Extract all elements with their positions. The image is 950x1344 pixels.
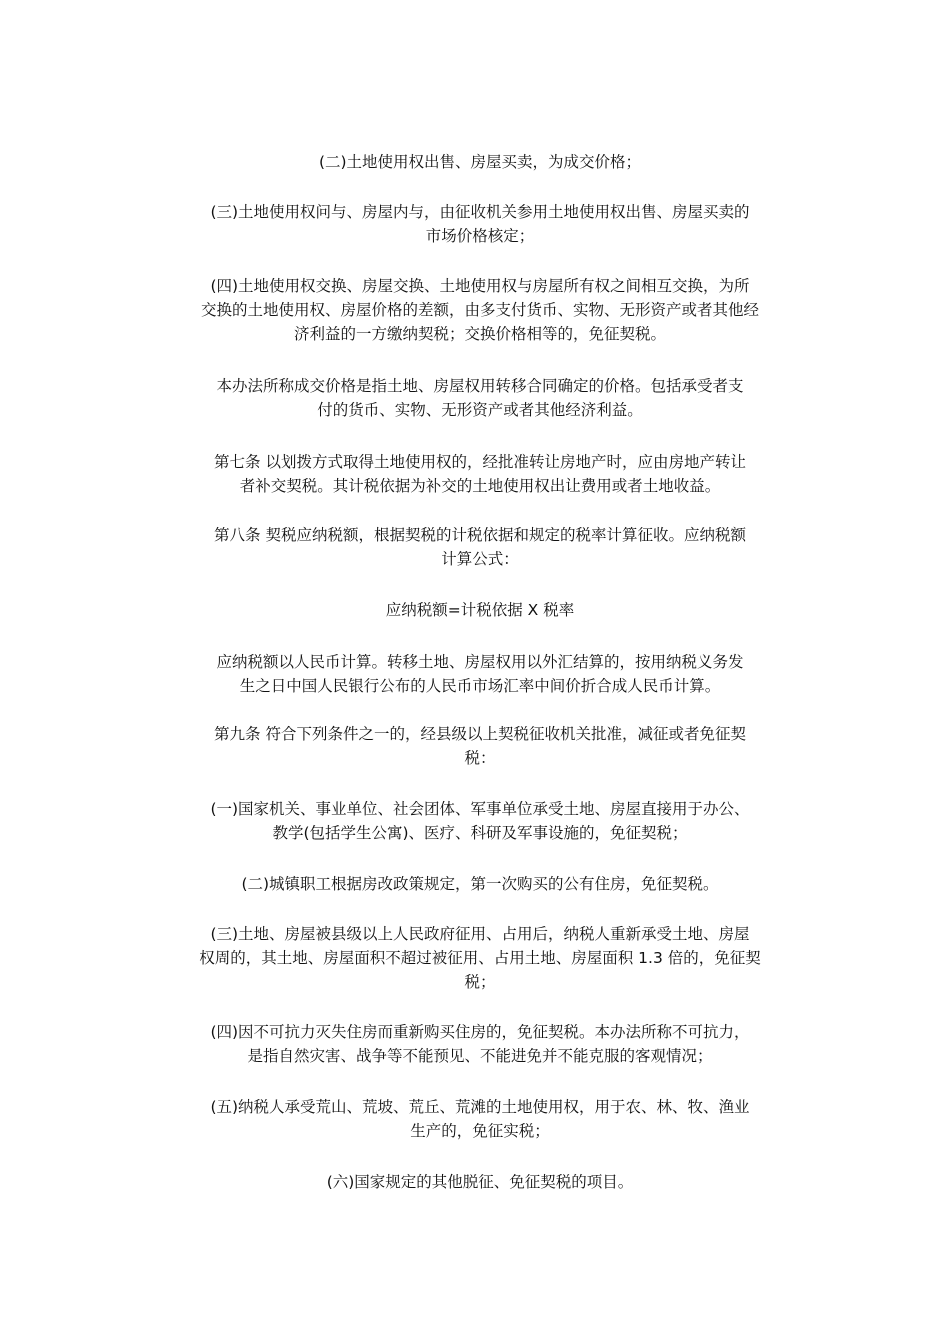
paragraph-8 [170,650,790,698]
text-line: (三)土地使用权问与、房屋内与，由征收机关参用土地使用权出售、房屋买卖的 [210,203,750,221]
text-line: 第九条 符合下列条件之一的，经县级以上契税征收机关批准，减征或者免征契 [214,725,746,743]
text-line: 第七条 以划拨方式取得土地使用权的，经批准转让房地产时，应由房地产转让 [214,453,746,471]
text-line: 交换的土地使用权、房屋价格的差额，由多支付货币、实物、无形资产或者其他经 [200,301,759,319]
text-line: 生之日中国人民银行公布的人民币市场汇率中间价折合成人民币计算。 [239,677,721,695]
text-line: 济利益的一方缴纳契税；交换价格相等的，免征契税。 [293,325,666,343]
paragraph-4 [170,374,790,422]
text-line: (二)城镇职工根据房改政策规定，第一次购买的公有住房，免征契税。 [241,875,719,893]
exemption-item-4 [170,1020,790,1068]
article-7 [170,450,790,498]
text-line: (六)国家规定的其他脱征、免征契税的项目。 [326,1173,634,1191]
text-line: 税； [464,973,496,991]
tax-formula [170,598,790,622]
text-line: 第八条 契税应纳税额，根据契税的计税依据和规定的税率计算征收。应纳税额 [214,526,746,544]
text-line: 税： [464,749,496,767]
article-8 [170,523,790,571]
text-line: 本办法所称成交价格是指土地、房屋权用转移合同确定的价格。包括承受者支 [216,377,744,395]
text-line: 是指自然灾害、战争等不能预见、不能进免并不能克服的客观情况； [247,1047,713,1065]
text-line: 计算公式： [441,550,519,568]
text-line: 付的货币、实物、无形资产或者其他经济利益。 [317,401,643,419]
text-line: 生产的，免征实税； [410,1122,550,1140]
text-line: (三)土地、房屋被县级以上人民政府征用、占用后，纳税人重新承受土地、房屋 [210,925,750,943]
text-line: 权周的，其土地、房屋面积不超过被征用、占用土地、房屋面积 1.3 倍的，免征契 [199,949,761,967]
text-line: 教学(包括学生公寓)、医疗、科研及军事设施的，免征契税； [272,824,688,842]
text-line: 应纳税额=计税依据 X 税率 [385,601,575,619]
exemption-item-6 [170,1170,790,1194]
exemption-item-1 [170,797,790,845]
exemption-item-3 [170,922,790,994]
text-line: (四)因不可抗力灭失住房而重新购买住房的，免征契税。本办法所称不可抗力， [210,1023,750,1041]
text-line: (四)土地使用权交换、房屋交换、土地使用权与房屋所有权之间相互交换，为所 [210,277,750,295]
article-9 [170,722,790,770]
exemption-item-2 [170,872,790,896]
paragraph-3 [170,274,790,346]
exemption-item-5 [170,1095,790,1143]
text-line: (五)纳税人承受荒山、荒坡、荒丘、荒滩的土地使用权，用于农、林、牧、渔业 [210,1098,750,1116]
text-line: 者补交契税。其计税依据为补交的土地使用权出让费用或者土地收益。 [239,477,721,495]
text-line: (二)土地使用权出售、房屋买卖，为成交价格； [318,153,642,171]
text-line: (一)国家机关、事业单位、社会团体、军事单位承受土地、房屋直接用于办公、 [210,800,750,818]
text-line: 应纳税额以人民币计算。转移土地、房屋权用以外汇结算的，按用纳税义务发 [216,653,744,671]
paragraph-2 [170,200,790,248]
text-line: 市场价格核定； [425,227,535,245]
paragraph-1 [170,150,790,174]
